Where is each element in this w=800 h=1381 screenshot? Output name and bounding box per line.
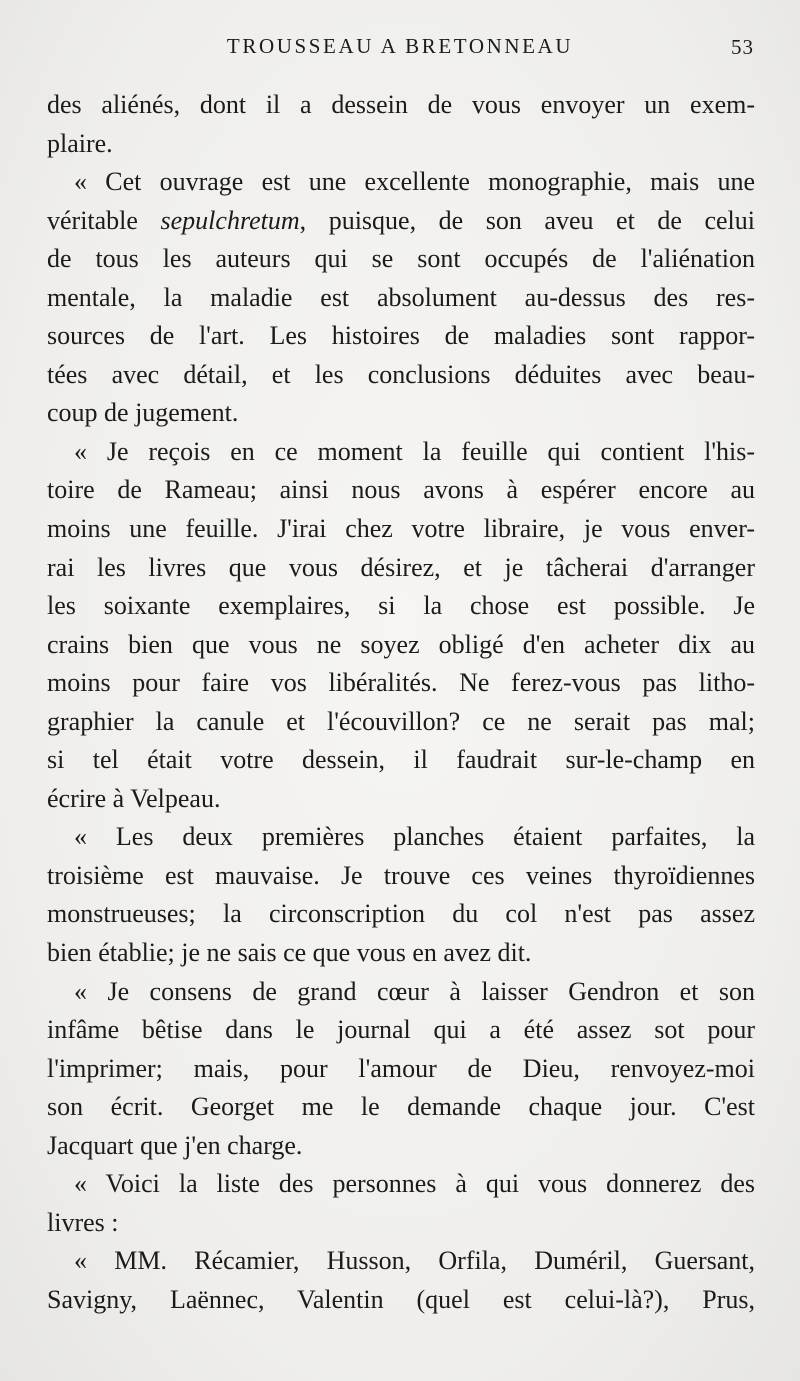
text-line: coup de jugement. [47, 398, 239, 428]
text-line: sources de l'art. Les histoires de maladies sont rappor- [47, 321, 755, 351]
text-line: livres : [47, 1207, 119, 1237]
running-title: TROUSSEAU A BRETONNEAU [226, 34, 574, 58]
italic-term: sepulchretum [160, 205, 300, 235]
text-line: infâme bêtise dans le journal qui a été assez sot pour [47, 1015, 755, 1045]
running-header [0, 34, 800, 66]
text-line: si tel était votre dessein, il faudrait sur-le-champ en [47, 745, 755, 775]
text-line: écrire à Velpeau. [47, 783, 221, 813]
text-line: crains bien que vous ne soyez obligé d'en acheter dix au [47, 629, 755, 659]
page-number: 53 [731, 35, 754, 59]
text-fragment: , puisque, de son aveu et de celui [299, 205, 756, 235]
text-line: troisième est mauvaise. Je trouve ces veines thyroïdiennes [47, 860, 755, 890]
text-line: l'imprimer; mais, pour l'amour de Dieu, renvoyez-moi [47, 1053, 755, 1083]
text-line: « Les deux premières planches étaient parfaites, la [74, 822, 755, 852]
text-line: mentale, la maladie est absolument au-dessus des res- [47, 282, 755, 312]
text-line: rai les livres que vous désirez, et je tâcherai d'arranger [47, 552, 755, 582]
text-line: « Je reçois en ce moment la feuille qui contient l'his- [74, 436, 755, 466]
body-text [47, 86, 755, 1320]
text-line: toire de Rameau; ainsi nous avons à espérer encore au [47, 475, 755, 505]
text-line: « Je consens de grand cœur à laisser Gendron et son [74, 976, 755, 1006]
text-line: monstrueuses; la circonscription du col n'est pas assez [47, 899, 755, 929]
text-line: des aliénés, dont il a dessein de vous envoyer un exem- [47, 90, 755, 119]
text-line: son écrit. Georget me le demande chaque jour. C'est [47, 1092, 755, 1122]
text-line: Savigny, Laënnec, Valentin (quel est celui-là?), Prus, [47, 1284, 755, 1314]
text-line: moins une feuille. J'irai chez votre libraire, je vous enver- [47, 514, 755, 544]
text-line: graphier la canule et l'écouvillon? ce ne serait pas mal; [47, 706, 755, 736]
text-line: tées avec détail, et les conclusions déduites avec beau- [47, 359, 755, 389]
text-fragment: véritable [47, 205, 161, 235]
text-line: Jacquart que j'en charge. [47, 1130, 303, 1160]
text-line: de tous les auteurs qui se sont occupés de l'aliénation [47, 244, 755, 274]
text-line: les soixante exemplaires, si la chose est possible. Je [47, 591, 755, 621]
text-line: plaire. [47, 128, 113, 158]
text-line: moins pour faire vos libéralités. Ne ferez-vous pas litho- [47, 668, 755, 698]
text-line: « Cet ouvrage est une excellente monographie, mais une [74, 167, 755, 197]
text-line: « Voici la liste des personnes à qui vous donnerez des [74, 1169, 755, 1199]
text-line: « MM. Récamier, Husson, Orfila, Duméril, Guersant, [74, 1246, 755, 1276]
text-line: bien établie; je ne sais ce que vous en avez dit. [47, 938, 532, 968]
text-line-with-italic [47, 202, 755, 241]
